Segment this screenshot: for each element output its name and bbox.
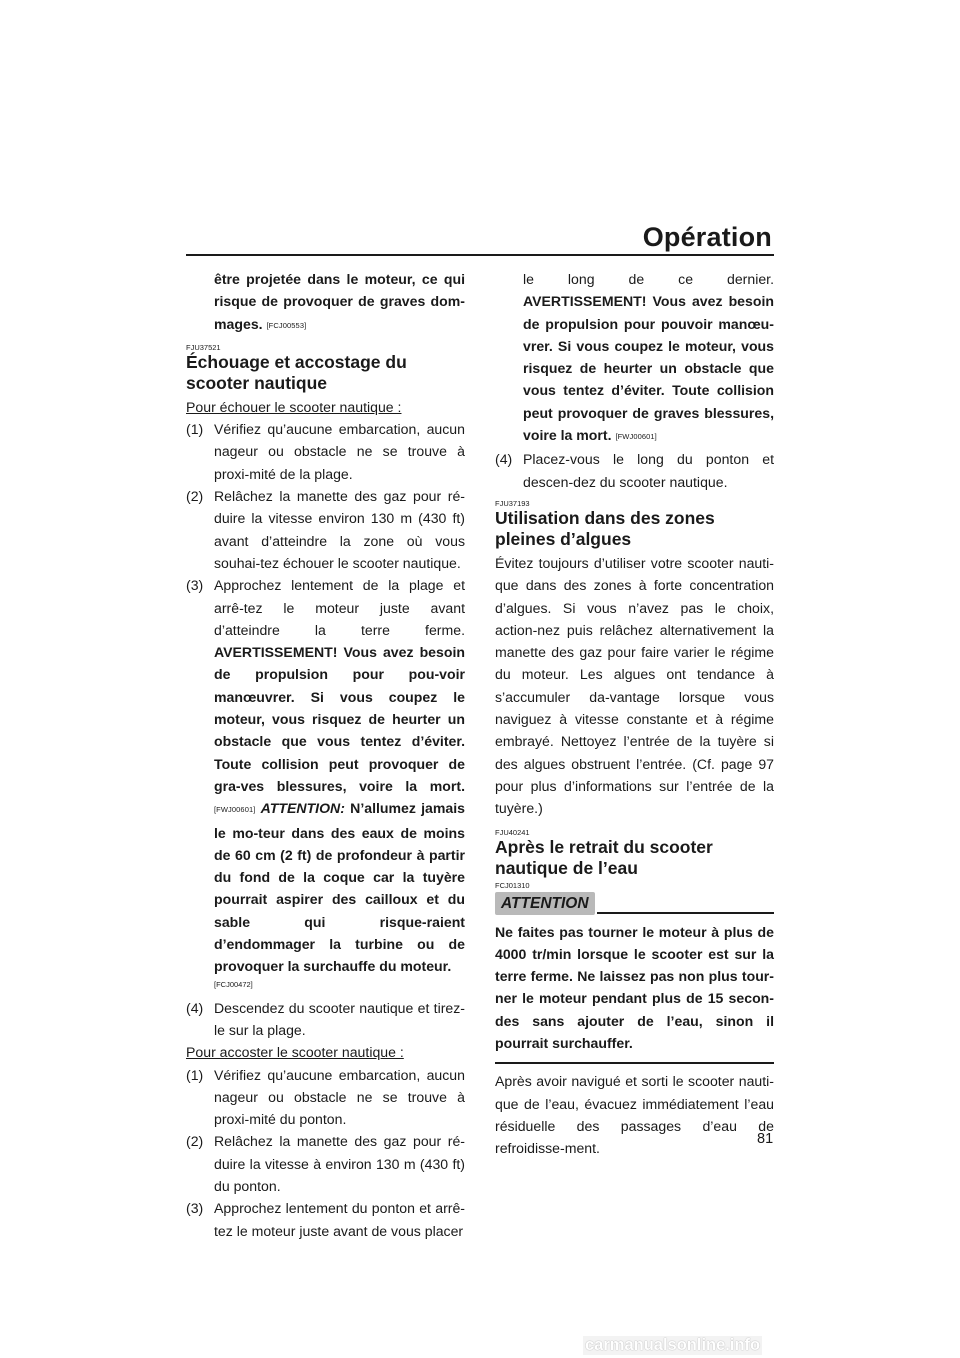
item-number: (3)	[186, 577, 204, 594]
intro-warning-continuation	[186, 268, 465, 337]
attention-header	[495, 892, 774, 915]
item-text: Vérifiez qu’aucune embarcation, aucun nageur ou obstacle ne se trouve à proxi-mité du ponton.	[214, 1066, 465, 1128]
list-item	[186, 418, 465, 485]
section-code: FJU37521	[186, 342, 221, 352]
subheading-accoster: Pour accoster le scooter nautique :	[186, 1044, 404, 1061]
item-text: le long de ce dernier.	[523, 271, 774, 287]
section-code: FJU37193	[495, 498, 530, 508]
item-text: Relâchez la manette des gaz pour ré-duire la vitesse environ 130 m (430 ft) avant d’atteindre la zone où vous souhai-tez échouer le scooter nautique.	[214, 488, 465, 571]
item-number: (2)	[186, 1133, 204, 1150]
item-text: Vérifiez qu’aucune embarcation, aucun nageur ou obstacle ne se trouve à proxi-mité de la plage.	[214, 421, 465, 482]
section-title-retrait: Après le retrait du scooter nautique de l’eau	[495, 836, 713, 878]
warning-code: [FWJ00601]	[214, 805, 256, 815]
list-item	[186, 574, 465, 977]
item-number: (2)	[186, 488, 204, 505]
section-body: Évitez toujours d’utiliser votre scooter nauti-que dans des zones à forte concentration d’algues. Si vous n’avez pas le choix, action-nez puis relâchez alternativement la manette des gaz pour faire varier le régime du moteur. Les algues ont tendance à s’accumuler da-vantage lorsque vous naviguez à vitesse constante et à régime embrayé. Nettoyez l’entrée de la tuyère si des algues obstruent l’entrée. (Cf. page 97 pour plus d’informations sur l’entrée de la tuyère.)	[495, 554, 774, 817]
list-item	[186, 1064, 465, 1131]
attention-badge: ATTENTION	[495, 892, 595, 915]
warning-code: [FWJ00601]	[615, 432, 657, 442]
list-item	[186, 1130, 465, 1197]
attention-text: N’allumez jamais le mo-teur dans des eaux de moins de 60 cm (2 ft) de profondeur à partir du fond de la coque car la tuyère pourrait aspirer des cailloux et du sable qui risque-raient d’endommager la turbine ou de provoquer la surchauffe du moteur.	[214, 800, 465, 975]
attention-rule	[597, 912, 774, 914]
item-text: Placez-vous le long du ponton et descen-dez du scooter nautique.	[523, 451, 774, 490]
list-item	[495, 448, 774, 493]
item-number: (1)	[186, 1066, 204, 1083]
intro-code: [FCJ00553]	[266, 320, 307, 330]
section-body: Après avoir navigué et sorti le scooter nauti-que de l’eau, évacuez immédiatement l’eau résiduelle des passages d’eau de refroidisse-ment.	[495, 1073, 774, 1157]
list-item-continuation	[495, 268, 774, 448]
attention-end-rule	[495, 1062, 774, 1064]
item-text: Descendez du scooter nautique et tirez-le sur la plage.	[214, 999, 465, 1038]
attention-label: ATTENTION:	[260, 800, 345, 817]
item-number: (1)	[186, 421, 204, 438]
section-title-algues: Utilisation dans des zones pleines d’algues	[495, 507, 715, 549]
item-text: Relâchez la manette des gaz pour ré-duire la vitesse à environ 130 m (430 ft) du ponton.	[214, 1133, 465, 1194]
subheading-echouer: Pour échouer le scooter nautique :	[186, 398, 402, 415]
page-number: 81	[757, 1131, 774, 1147]
list-item	[186, 1197, 465, 1242]
item-number: (3)	[186, 1200, 204, 1217]
warning-text: AVERTISSEMENT! Vous avez besoin de propulsion pour pou-voir manœuvrer. Si vous coupez le moteur, vous risquez de heurter un obstacle que vous tentez d’éviter. Toute collision peut provoquer de gra-ves blessures, voire la mort.	[214, 644, 465, 794]
section-title-echouage: Échouage et accostage du scooter nautique	[186, 351, 407, 393]
item-text: Approchez lentement de la plage et arrê-tez le moteur juste avant d’atteindre la terre ferme.	[214, 577, 465, 638]
item-text: Approchez lentement du ponton et arrê-tez le moteur juste avant de vous placer	[214, 1200, 465, 1239]
item-number: (4)	[186, 999, 204, 1016]
right-column	[495, 268, 774, 1160]
section-code: FJU40241	[495, 827, 530, 837]
attention-code: [FCJ00472]	[214, 979, 253, 989]
list-item	[186, 485, 465, 574]
warning-text: AVERTISSEMENT! Vous avez besoin de propulsion pour pouvoir manœu-vrer. Si vous coupez le moteur, vous risquez de heurter un obstacle que vous tentez d’éviter. Toute collision peut provoquer de graves blessures, voire la mort.	[523, 293, 774, 444]
item-number: (4)	[495, 451, 513, 468]
intro-text: être projetée dans le moteur, ce qui risque de provoquer de graves dom-mages.	[214, 271, 465, 332]
attention-code: FCJ01310	[495, 880, 530, 890]
left-column	[186, 268, 465, 1242]
page-title: Opération	[642, 222, 772, 252]
attention-text: Ne faites pas tourner le moteur à plus de 4000 tr/min lorsque le scooter est sur la terre ferme. Ne laissez pas non plus tour-ner le moteur pendant plus de 15 secon-des sans ajouter de l’eau, sinon il pourrait surchauffer.	[495, 923, 774, 1052]
watermark: carmanualsonline.info	[585, 1336, 761, 1354]
list-item	[186, 997, 465, 1042]
header-rule	[186, 254, 774, 256]
